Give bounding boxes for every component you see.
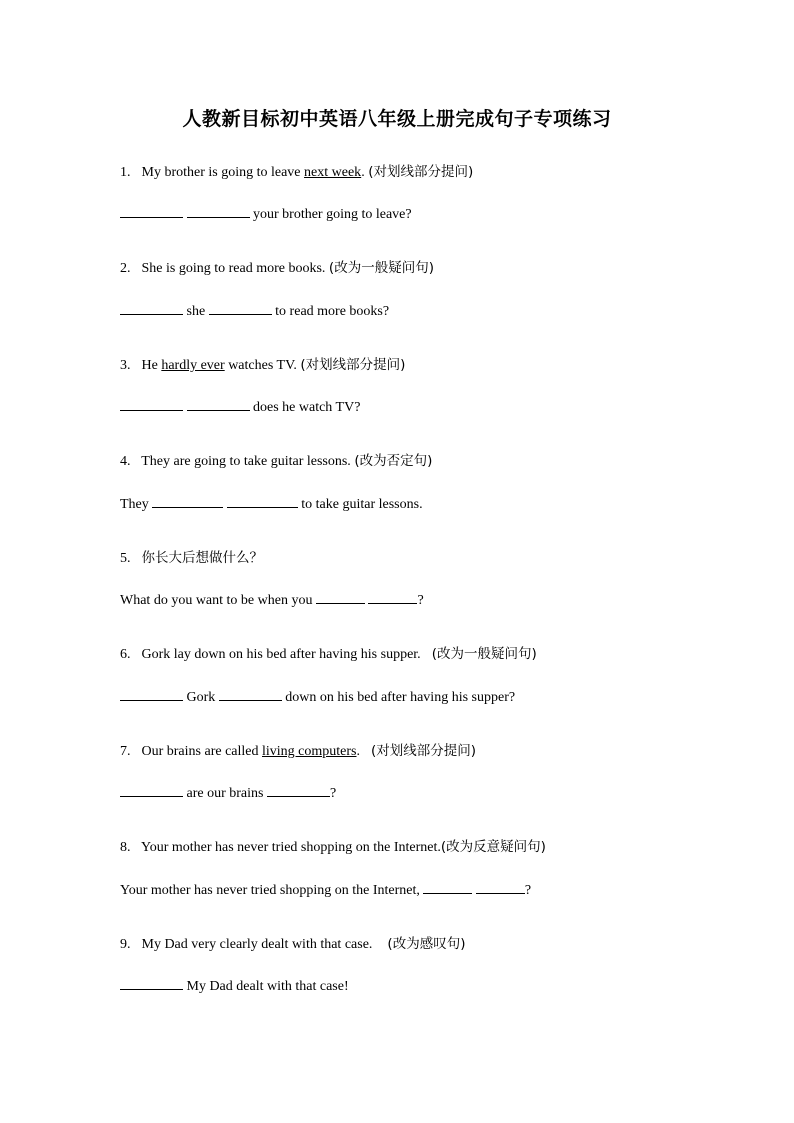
question-6 [120,645,537,664]
answer-blank[interactable] [227,495,298,508]
instruction: (改为反意疑问句) [440,839,546,855]
question-number: 2. [120,261,131,276]
answer-blank[interactable] [120,977,183,990]
question-text: Your mother has never tried shopping on the Internet. [140,840,441,855]
answer-blank[interactable] [120,784,183,797]
question-number: 6. [120,647,131,662]
answer-line-5: What do you want to be when you ? [120,593,424,608]
page-title: 人教新目标初中英语八年级上册完成句子专项练习 [182,108,612,130]
underlined-phrase: living computers [262,744,357,759]
question-8 [120,838,546,857]
question-number: 5. [120,551,131,566]
question-number: 9. [120,937,131,952]
question-text: She is going to read more books. [141,261,326,276]
instruction: (改为感叹句) [387,936,466,952]
answer-blank[interactable] [187,398,250,411]
question-1: 1. My brother is going to leave next week. (对划线部分提问) [120,164,474,180]
instruction: (改为一般疑问句) [328,260,434,276]
question-text: 你长大后想做什么？ [141,550,263,566]
question-5 [120,549,263,568]
answer-blank[interactable] [209,302,272,315]
question-number: 7. [120,744,131,759]
answer-line-3: does he watch TV? [120,398,360,417]
question-text: They are going to take guitar lessons. [141,454,351,469]
question-text: My brother is going to leave [141,165,301,180]
instruction: (改为一般疑问句) [431,646,537,662]
question-number: 4. [120,454,131,469]
question-text: Gork lay down on his bed after having his supper. [141,647,421,662]
answer-line-4: They to take guitar lessons. [120,497,423,512]
instruction: (对划线部分提问) [300,357,406,373]
question-number: 8. [120,840,131,855]
answer-blank[interactable] [120,205,183,218]
answer-blank[interactable] [316,591,365,604]
answer-blank[interactable] [187,205,250,218]
instruction: (对划线部分提问) [371,743,477,759]
answer-line-1: your brother going to leave? [120,205,412,224]
answer-blank[interactable] [120,302,183,315]
question-4 [120,452,432,471]
underlined-phrase: next week [304,165,362,180]
answer-blank[interactable] [423,881,472,894]
answer-blank[interactable] [120,688,183,701]
instruction: (对划线部分提问) [368,164,474,180]
question-7: 7. Our brains are called living computers. (对划线部分提问) [120,743,477,759]
instruction: (改为否定句) [354,453,433,469]
answer-blank[interactable] [219,688,282,701]
underlined-phrase: hardly ever [161,358,225,373]
answer-line-6: Gork down on his bed after having his supper? [120,688,515,707]
question-number: 1. [120,165,131,180]
answer-line-2: she to read more books? [120,302,389,321]
answer-line-9: My Dad dealt with that case! [120,977,349,996]
question-2 [120,259,434,278]
answer-blank[interactable] [368,591,417,604]
answer-blank[interactable] [267,784,330,797]
answer-blank[interactable] [476,881,525,894]
question-9 [120,935,465,954]
answer-blank[interactable] [120,398,183,411]
question-number: 3. [120,358,131,373]
question-text: My Dad very clearly dealt with that case. [141,937,373,952]
answer-line-8: Your mother has never tried shopping on the Internet, ? [120,883,532,898]
answer-line-7: are our brains ? [120,784,336,803]
question-3: 3. He hardly ever watches TV. (对划线部分提问) [120,357,406,373]
answer-blank[interactable] [152,495,223,508]
